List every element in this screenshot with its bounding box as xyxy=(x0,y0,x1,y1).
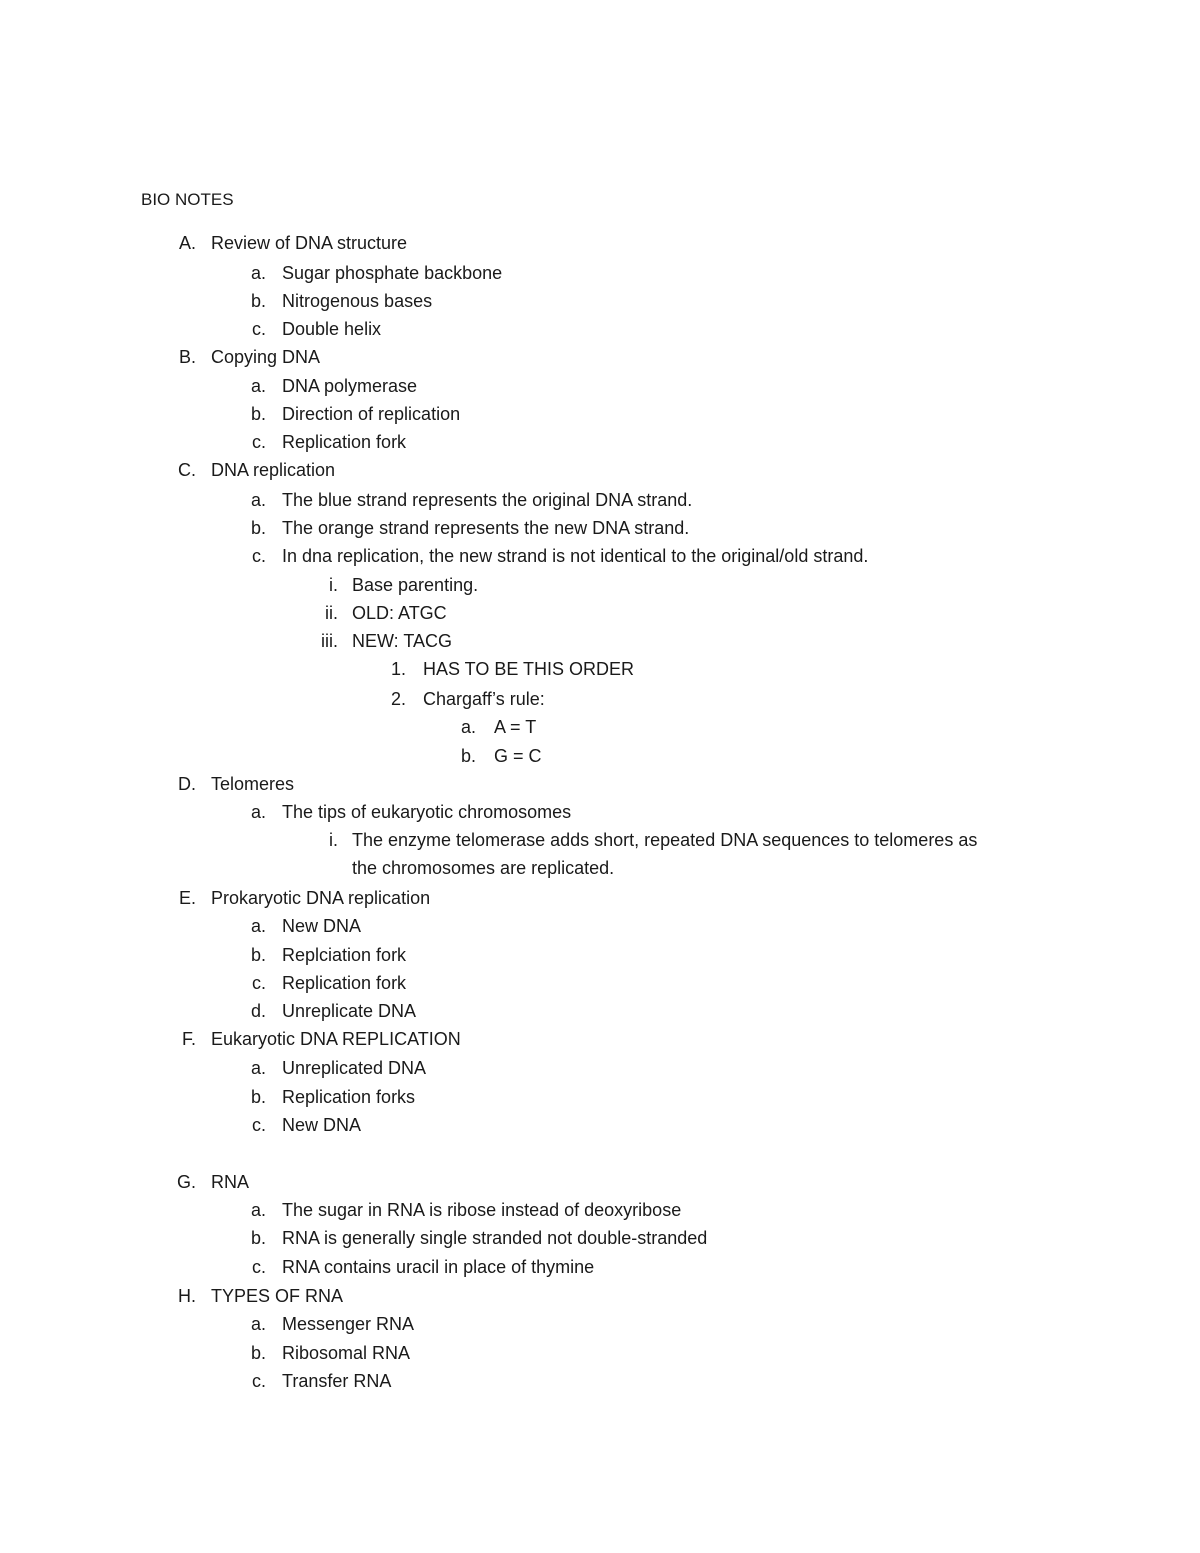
outline-text: Transfer RNA xyxy=(282,1371,392,1391)
outline-text: The sugar in RNA is ribose instead of deoxyribose xyxy=(282,1200,682,1220)
document-title: BIO NOTES xyxy=(141,190,234,209)
outline-text: Copying DNA xyxy=(211,347,321,367)
outline-text: RNA contains uracil in place of thymine xyxy=(282,1257,595,1277)
outline-text: Messenger RNA xyxy=(282,1314,415,1334)
outline-marker: a. xyxy=(250,1058,266,1078)
outline-text: Telomeres xyxy=(211,774,295,794)
outline-text: Direction of replication xyxy=(282,404,461,424)
outline-marker: A. xyxy=(178,233,196,253)
outline-marker: a. xyxy=(250,802,266,822)
outline-marker: a. xyxy=(250,263,266,283)
outline-text: RNA xyxy=(211,1172,250,1192)
outline-marker: 2. xyxy=(390,689,406,709)
outline-text: Double helix xyxy=(282,319,382,339)
outline-marker: ii. xyxy=(325,603,338,623)
outline-text: Chargaff’s rule: xyxy=(423,689,545,709)
outline-marker: c. xyxy=(251,432,266,452)
outline-text: The enzyme telomerase adds short, repeated DNA sequences to telomeres as xyxy=(352,830,978,850)
outline-marker: b. xyxy=(250,1087,266,1107)
outline-marker: c. xyxy=(251,1257,266,1277)
outline-text: Unreplicate DNA xyxy=(282,1001,417,1021)
outline-marker: G. xyxy=(176,1172,196,1192)
outline-marker: 1. xyxy=(390,659,406,679)
outline-marker: i. xyxy=(329,830,338,850)
outline-marker: c. xyxy=(251,973,266,993)
outline-text: DNA polymerase xyxy=(282,376,418,396)
outline-marker: a. xyxy=(250,1314,266,1334)
outline-marker: c. xyxy=(251,319,266,339)
outline-text: Base parenting. xyxy=(352,575,479,595)
outline-marker: F. xyxy=(181,1029,196,1049)
outline-marker: D. xyxy=(178,774,196,794)
outline-marker: b. xyxy=(250,404,266,424)
outline-marker: iii. xyxy=(321,631,338,651)
outline-marker: a. xyxy=(250,1200,266,1220)
outline-marker: a. xyxy=(250,376,266,396)
outline-text: Replciation fork xyxy=(282,945,407,965)
outline-marker: H. xyxy=(178,1286,196,1306)
outline-marker: d. xyxy=(250,1001,266,1021)
outline-text: Review of DNA structure xyxy=(211,233,408,253)
outline-text: HAS TO BE THIS ORDER xyxy=(423,659,635,679)
outline-text: Ribosomal RNA xyxy=(282,1343,411,1363)
outline-marker: B. xyxy=(178,347,196,367)
outline-text: New DNA xyxy=(282,1115,362,1135)
outline-marker: b. xyxy=(250,1343,266,1363)
outline-marker: c. xyxy=(251,1115,266,1135)
outline-marker: E. xyxy=(178,888,196,908)
outline-text: Replication fork xyxy=(282,973,407,993)
outline-marker: b. xyxy=(250,518,266,538)
outline-marker: c. xyxy=(251,546,266,566)
outline-text: the chromosomes are replicated. xyxy=(352,858,615,878)
outline-text: The tips of eukaryotic chromosomes xyxy=(282,802,572,822)
outline-marker: c. xyxy=(251,1371,266,1391)
outline-marker: b. xyxy=(250,291,266,311)
outline-text: Sugar phosphate backbone xyxy=(282,263,503,283)
outline-text: In dna replication, the new strand is not identical to the original/old strand. xyxy=(282,546,869,566)
outline-marker: b. xyxy=(250,945,266,965)
outline-text: New DNA xyxy=(282,916,362,936)
outline-marker: C. xyxy=(178,460,196,480)
outline-text: The orange strand represents the new DNA strand. xyxy=(282,518,690,538)
outline-text: Eukaryotic DNA REPLICATION xyxy=(211,1029,461,1049)
outline-text: Replication fork xyxy=(282,432,407,452)
outline-text: The blue strand represents the original DNA strand. xyxy=(282,490,693,510)
outline-text: A = T xyxy=(494,717,537,737)
outline-text: Prokaryotic DNA replication xyxy=(211,888,431,908)
outline-marker: a. xyxy=(460,717,476,737)
outline-text: RNA is generally single stranded not double-stranded xyxy=(282,1228,708,1248)
outline-marker: a. xyxy=(250,916,266,936)
outline-text: Replication forks xyxy=(282,1087,416,1107)
outline-text: G = C xyxy=(494,746,542,766)
outline-marker: b. xyxy=(250,1228,266,1248)
outline-text: DNA replication xyxy=(211,460,336,480)
outline-marker: b. xyxy=(460,746,476,766)
outline-marker: a. xyxy=(250,490,266,510)
outline-text: Unreplicated DNA xyxy=(282,1058,427,1078)
outline-text: Nitrogenous bases xyxy=(282,291,433,311)
outline-text: OLD: ATGC xyxy=(352,603,447,623)
outline-text: NEW: TACG xyxy=(352,631,453,651)
outline-text: TYPES OF RNA xyxy=(211,1286,344,1306)
outline-marker: i. xyxy=(329,575,338,595)
